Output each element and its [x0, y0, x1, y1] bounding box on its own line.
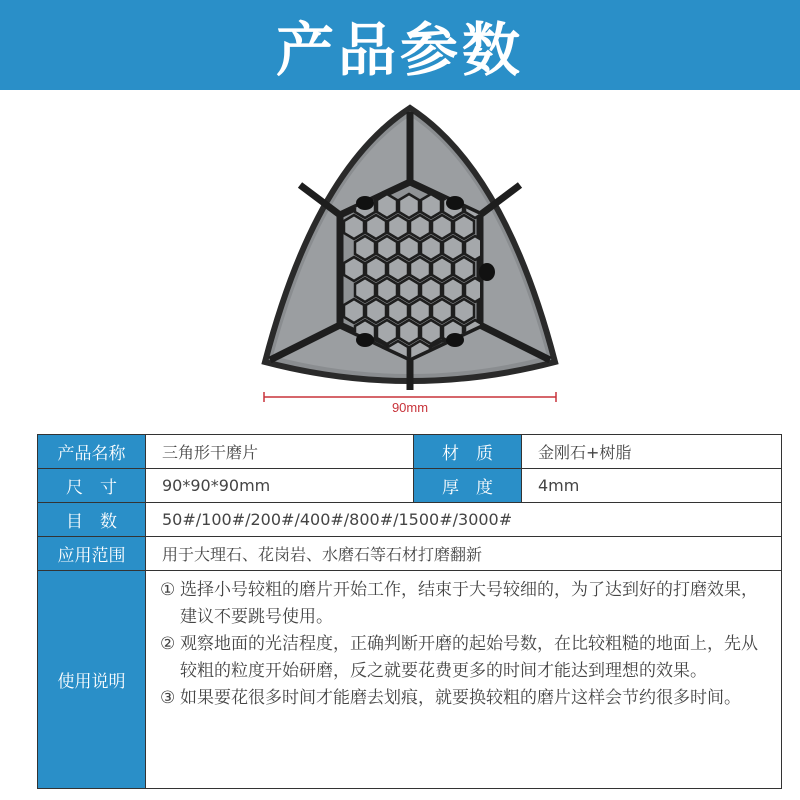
- usage-item-2: [160, 631, 773, 685]
- page-header: [0, 0, 800, 90]
- table-row: [38, 435, 782, 469]
- usage-text: 观察地面的光洁程度，正确判断开磨的起始号数，在比较粗糙的地面上，先从较粗的粒度开始研磨，反之就要花费更多的时间才能达到理想的效果。: [180, 634, 758, 681]
- table-row: [38, 537, 782, 571]
- material-label: 材 质: [414, 435, 522, 469]
- usage-text: 如果要花很多时间才能磨去划痕，就要换较粗的磨片这样会节约很多时间。: [180, 688, 741, 708]
- name-value: 三角形干磨片: [146, 435, 414, 469]
- table-row: [38, 503, 782, 537]
- grit-value: 50#/100#/200#/400#/800#/1500#/3000#: [146, 503, 782, 537]
- spec-table: [37, 434, 782, 789]
- usage-item-3: [160, 685, 773, 712]
- material-value: 金刚石+树脂: [522, 435, 782, 469]
- name-label: 产品名称: [38, 435, 146, 469]
- usage-number: ②: [160, 634, 176, 654]
- size-value: 90*90*90mm: [146, 469, 414, 503]
- scope-value: 用于大理石、花岗岩、水磨石等石材打磨翻新: [146, 537, 782, 571]
- page-title: 产品参数: [275, 16, 524, 84]
- thickness-label: 厚 度: [414, 469, 522, 503]
- scope-label: 应用范围: [38, 537, 146, 571]
- usage-text: 选择小号较粗的磨片开始工作，结束于大号较细的，为了达到好的打磨效果，建议不要跳号使用。: [180, 580, 758, 627]
- usage-number: ③: [160, 688, 176, 708]
- usage-item-1: [160, 577, 773, 631]
- table-row: [38, 469, 782, 503]
- table-row: [38, 571, 782, 789]
- grit-label: 目 数: [38, 503, 146, 537]
- usage-instructions: [146, 571, 782, 789]
- usage-number: ①: [160, 580, 176, 600]
- thickness-value: 4mm: [522, 469, 782, 503]
- sanding-pad-image: [255, 100, 565, 390]
- size-label: 尺 寸: [38, 469, 146, 503]
- usage-label: 使用说明: [38, 571, 146, 789]
- dimension-label: 90mm: [391, 400, 429, 415]
